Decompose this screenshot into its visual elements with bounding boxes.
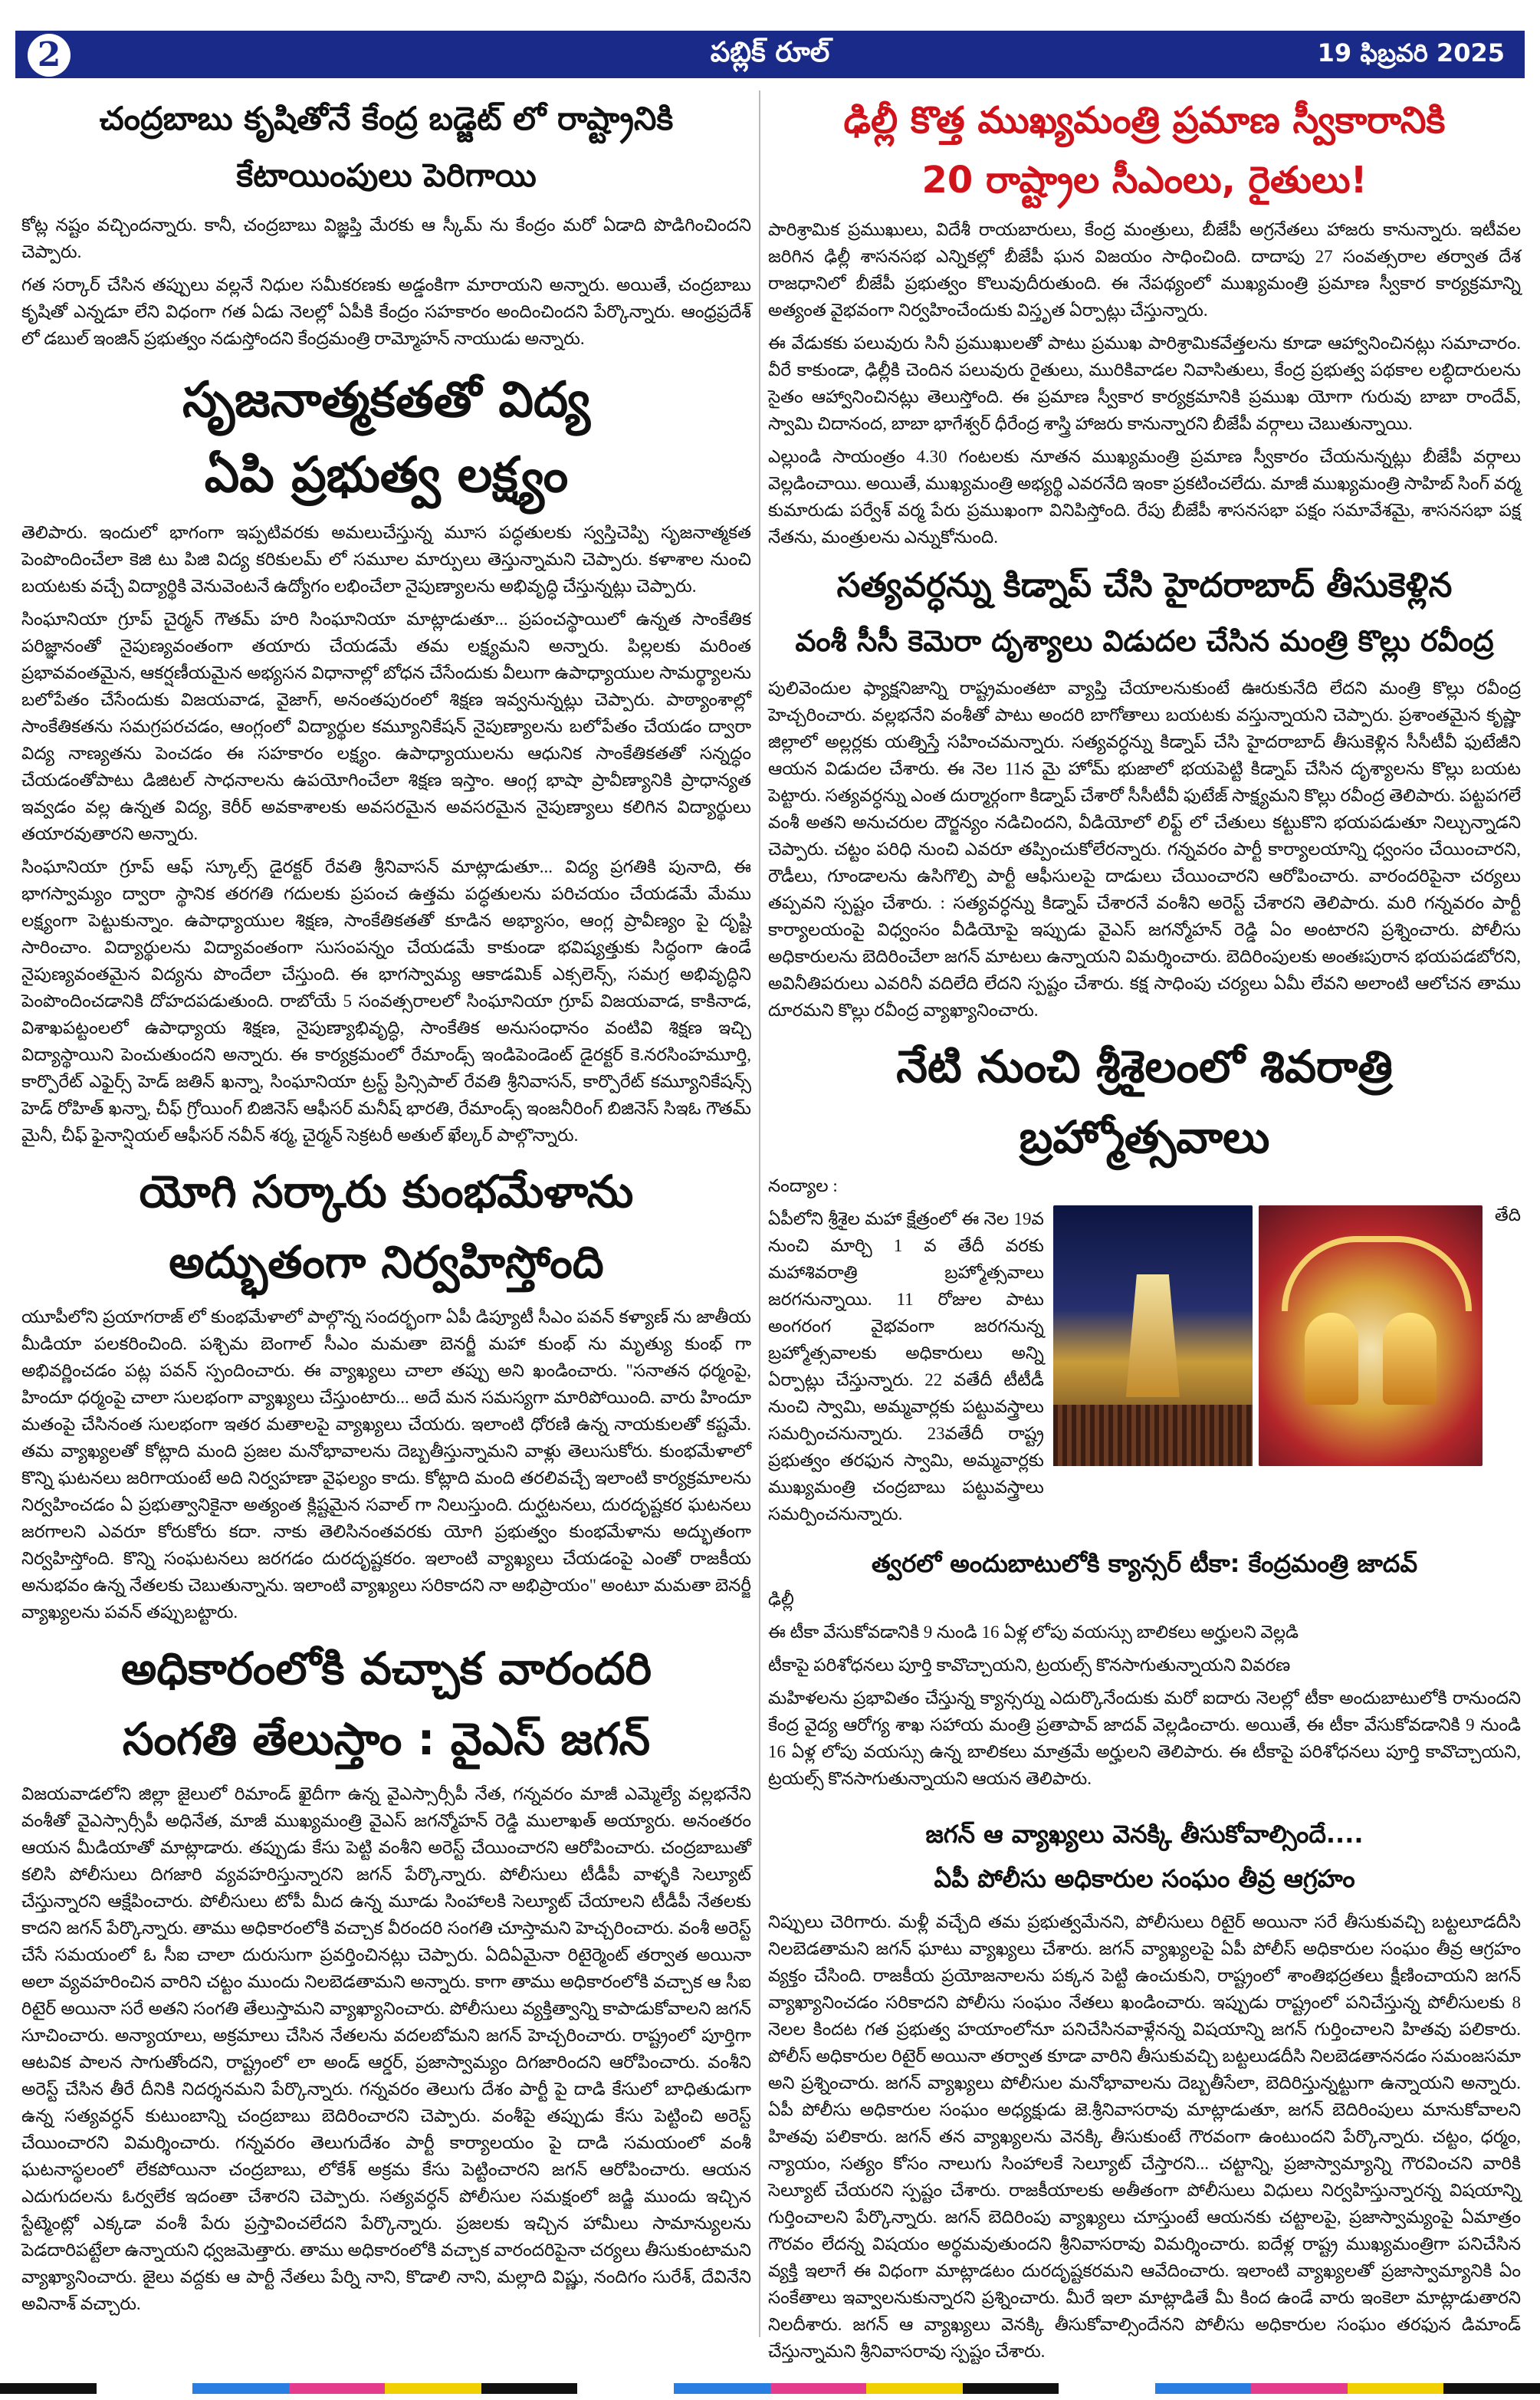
page-number-badge: 2 bbox=[28, 34, 71, 77]
strip-swatch bbox=[1059, 2383, 1155, 2394]
article-paragraph: గత సర్కార్ చేసిన తప్పులు వల్లనే నిధుల సమీకరణకు అడ్డంకిగా మారాయని అన్నారు. అయితే, చంద్రబాబు కృషితో ఎన్నడూ లేని విధంగా గత ఏడు నెలల్లో ఏపీకి కేంద్రం సహకారం అందించిందని పేర్కొన్నారు. ఆంధ్రప్రదేశ్ లో డబుల్ ఇంజిన్ ప్రభుత్వం నడుస్తోందని కేంద్రమంత్రి రామ్మోహన్ నాయుడు అన్నారు. bbox=[21, 275, 751, 348]
article-paragraph: మహిళలను ప్రభావితం చేస్తున్న క్యాన్సర్ను ఎదుర్కొనేందుకు మరో ఐదారు నెలల్లో టీకా అందుబాటులోకి రానుందని కేంద్ర వైద్య ఆరోగ్య శాఖ సహాయ మంత్రి ప్రతాపావ్ జాదవ్ వెల్లడించారు. అయితే, ఈ టీకా వేసుకోవడానికి 9 నుండి 16 ఏళ్ల లోపు వయస్సు ఉన్న బాలికలు మాత్రమే అర్హులని తెలిపారు. ఈ టీకాపై పరిశోధనలు పూర్తి కావొచ్చాయని, ట్రయల్స్ కొనసాగుతున్నాయని ఆయన తెలిపారు. bbox=[768, 1688, 1521, 1788]
headline-srisailam-line1: నేటి నుంచి శ్రీశైలంలో శివరాత్రి bbox=[896, 1041, 1393, 1093]
article-paragraph: పారిశ్రామిక ప్రముఖులు, విదేశీ రాయబారులు, కేంద్ర మంత్రులు, బీజేపీ అగ్రనేతలు హాజరు కానున్నారు. ఇటీవల జరిగిన ఢిల్లీ శాసనసభ ఎన్నికల్లో బీజేపీ ఘన విజయం సాధించింది. దాదాపు 27 సంవత్సరాల తర్వాత దేశ రాజధానిలో బీజేపీ ప్రభుత్వం కొలువుదీరుతుంది. ఈ నేపథ్యంలో ముఖ్యమంత్రి ప్రమాణ స్వీకార కార్యక్రమాన్ని అత్యంత వైభవంగా నిర్వహించేందుకు విస్తృత ఏర్పాట్లు చేస్తున్నారు. bbox=[768, 220, 1521, 320]
temple-tower bbox=[1126, 1274, 1180, 1397]
headline-delhi-line1: ఢిల్లీ కొత్త ముఖ్యమంత్రి ప్రమాణ స్వీకారానికి bbox=[843, 99, 1446, 142]
article-paragraph: నిప్పులు చెరిగారు. మళ్లీ వచ్చేది తమ ప్రభుత్వమేనని, పోలీసులు రిటైర్ అయినా సరే తీసుకువచ్చి బట్టలూడదీసి నిలబెడతామని జగన్ ఘాటు వ్యాఖ్యలు చేశారు. జగన్ వ్యాఖ్యలపై ఏపీ పోలీస్ అధికారుల సంఘం తీవ్ర ఆగ్రహం వ్యక్తం చేసింది. రాజకీయ ప్రయోజనాలను పక్కన పెట్టి ఉంచుకుని, రాష్ట్రంలో శాంతిభద్రతలు క్షీణించాయని జగన్ వ్యాఖ్యానించడం సరికాదని పోలీసు సంఘం నేతలు ఖండించారు. ఇప్పుడు రాష్ట్రంలో పనిచేస్తున్న పోలీసులకు 8 నెలల కిందట గత ప్రభుత్వ హయాంలోనూ పనిచేసినవాళ్లేనన్న విషయాన్ని జగన్ గుర్తించాలని హితవు పలికారు. పోలీస్ అధికారుల రిటైర్ అయినా తర్వాత కూడా వారిని తీసుకువచ్చి బట్టలుడదీసి నిలబెడతాననడం సమంజసమా అని ప్రశ్నించారు. జగన్ వ్యాఖ్యలు పోలీసుల మనోభావాలను దెబ్బతీసేలా, బెదిరిస్తున్నట్టుగా ఉన్నాయని అన్నారు. ఏపీ పోలీసు అధికారుల సంఘం అధ్యక్షుడు జె.శ్రీనివాసరావు మాట్లాడుతూ, జగన్ బెదిరింపులు మానుకోవాలని హితవు పలికారు. జగన్ తన వ్యాఖ్యలను వెనక్కి తీసుకుంటే గౌరవంగా ఉంటుందని పేర్కొన్నారు. చట్టం, ధర్మం, న్యాయం, సత్యం కోసం నాలుగు సింహాలకే సెల్యూట్ చేస్తారని... చట్టాన్ని, ప్రజాస్వామ్యాన్ని గౌరవించని వారికి సెల్యూట్ చేయరని స్పష్టం చేశారు. రాజకీయాలకు అతీతంగా పోలీసులు విధులు నిర్వహిస్తున్నారన్న విషయాన్ని గుర్తించాలని పేర్కొన్నారు. జగన్ బెదిరింపు వ్యాఖ్యలు చూస్తుంటే ఆయనకు చట్టాలపై, ప్రజాస్వామ్యంపై ఏమాత్రం గౌరవం లేదన్న విషయం అర్థమవుతుందని శ్రీనివాసరావు విమర్శించారు. ఐదేళ్ల రాష్ట్ర ముఖ్యమంత్రిగా పనిచేసిన వ్యక్తి ఇలాగే ఈ విధంగా మాట్లాడటం దురదృష్టకరమని ఆవేదించారు. ఇలాంటి వ్యాఖ్యలతో ప్రజాస్వామ్యానికి ఏం సంకేతాలు ఇవ్వాలనుకున్నారని ప్రశ్నించారు. మీరే ఇలా మాట్లాడితే మీ కింద ఉండే వారు ఇంకెలా మాట్లాడుతారని నిలదీశారు. జగన్ ఆ వ్యాఖ్యలు వెనక్కి తీసుకోవాల్సిందేనని పోలీసు అధికారుల సంఘం తరఫున డిమాండ్ చేస్తున్నామని శ్రీనివాసరావు స్పష్టం చేశారు. bbox=[768, 1912, 1521, 2361]
headline-kumbh-line1: యోగి సర్కారు కుంభమేళాను bbox=[139, 1165, 634, 1218]
article-paragraph: పులివెందుల ఫ్యాక్షనిజాన్ని రాష్ట్రమంతటా వ్యాప్తి చేయాలనుకుంటే ఊరుకునేది లేదని మంత్రి కొల్లు రవీంద్ర హెచ్చరించారు. వల్లభనేని వంశీతో పాటు అందరి బాగోతాలు బయటకు వస్తున్నాయని చెప్పారు. ప్రశాంతమైన కృష్ణా జిల్లాలో అల్లర్లకు యత్నిస్తే సహించమన్నారు. సత్యవర్ధన్ను కిడ్నాప్ చేసి హైదరాబాద్ తీసుకెళ్లిన సీసీటీవీ ఫుటేజీని ఆయన విడుదల చేశారు. ఈ నెల 11న మై హోమ్ భుజాలో భయపెట్టి కిడ్నాప్ చేసిన దృశ్యాలను కొల్లు బయట పెట్టారు. సత్యవర్ధన్ను ఎంత దుర్మార్గంగా కిడ్నాప్ చేశారో సీసీటీవీ ఫుటేజ్ సాక్ష్యమని కొల్లు రవీంద్ర తెలిపారు. పట్టపగలే వంశీ అతని అనుచరుల దౌర్జన్యం నడిచిందని, వీడియోలో లిఫ్ట్ లో చేతులు కట్టుకొని భయపడుతూ నిల్చున్నాడని చెప్పారు. చట్టం పరిధి నుంచి ఎవరూ తప్పించుకోలేరన్నారు. గన్నవరం పార్టీ కార్యాలయాన్ని ధ్వంసం చేయించారని, రౌడీలు, గూండాలను ఉసిగొల్పి పార్టీ ఆఫీసులపై దాడులు చేయించారని ఆరోపించారు. వారందరిపైనా చర్యలు తప్పవని స్పష్టం చేశారు. : సత్యవర్ధన్ను కిడ్నాప్ చేశారనే వంశీని అరెస్ట్ చేశారని తెలిపారు. మరి గన్నవరం పార్టీ కార్యాలయంపై విధ్వంసం వీడియోపై ఇప్పుడు వైఎస్ జగన్మోహన్ రెడ్డి ఏం అంటారని ప్రశ్నించారు. పోలీసు అధికారులను బెదిరించేలా జగన్ మాటలు ఉన్నాయని విమర్శించారు. బెదిరింపులకు అంతఃపురాన భయపడబోరని, అవినీతిపరులు ఎవరినీ వదిలేది లేదని స్పష్టం చేశారు. కక్ష సాధింపు చర్యలు ఏమీ లేవని అలాంటి ఆలోచన తాము దూరమని కొల్లు రవీంద్ర వ్యాఖ్యానించారు. bbox=[768, 679, 1521, 1020]
article-paragraph: ఈ టీకా వేసుకోవడానికి 9 నుండి 16 ఏళ్ల లోపు వయస్సు బాలికలు అర్హులని వెల్లడి bbox=[768, 1622, 1299, 1642]
article-paragraph: విజయవాడలోని జిల్లా జైలులో రిమాండ్ ఖైదీగా ఉన్న వైఎస్సార్సీపీ నేత, గన్నవరం మాజీ ఎమ్మెల్యే వల్లభనేని వంశీతో వైఎస్సార్సీపీ అధినేత, మాజీ ముఖ్యమంత్రి వైఎస్ జగన్మోహన్ రెడ్డి ములాఖత్ అయ్యారు. అనంతరం ఆయన మీడియాతో మాట్లాడారు. తప్పుడు కేసు పెట్టి వంశీని అరెస్ట్ చేయించారని ఆరోపించారు. చంద్రబాబుతో కలిసి పోలీసులు దిగజారి వ్యవహరిస్తున్నారని జగన్ పేర్కొన్నారు. పోలీసులు టీడీపీ వాళ్ళకి సెల్యూట్ చేస్తున్నారని ఆక్షేపించారు. పోలీసులు టోపీ మీద ఉన్న మూడు సింహాలకి సెల్యూట్ చేయాలని టీడీపీ నేతలకు కాదని జగన్ పేర్కొన్నారు. తాము అధికారంలోకి వచ్చాక వీరందరి సంగతి చూస్తామని హెచ్చరించారు. వంశీ అరెస్ట్ చేసే సమయంలో ఓ సీఐ చాలా దురుసుగా ప్రవర్తించినట్లు చెప్పారు. ఏదిఏమైనా రిటైర్మెంట్ తర్వాత అయినా అలా వ్యవహరించిన వారిని చట్టం ముందు నిలబెడతామని అన్నారు. కాగా తాము అధికారంలోకి వచ్చాక ఆ సీఐ రిటైర్ అయినా సరే అతని సంగతి తేలుస్తామని వ్యాఖ్యానించారు. పోలీసులు వ్యక్తిత్వాన్ని కాపాడుకోవాలని జగన్ సూచించారు. అన్యాయాలు, అక్రమాలు చేసిన నేతలను వదలబోమని జగన్ హెచ్చరించారు. రాష్ట్రంలో పూర్తిగా ఆటవిక పాలన సాగుతోందని, రాష్ట్రంలో లా అండ్ ఆర్డర్, ప్రజాస్వామ్యం దిగజారిందని ఆరోపించారు. వంశీని అరెస్ట్ చేసిన తీరే దీనికి నిదర్శనమని పేర్కొన్నారు. గన్నవరం తెలుగు దేశం పార్టీ పై దాడి కేసులో బాధితుడుగా ఉన్న సత్యవర్ధన్ కుటుంబాన్ని చంద్రబాబు బెదిరించారని చెప్పారు. వంశీపై తప్పుడు కేసు పెట్టించి అరెస్ట్ చేయించారని విమర్శించారు. గన్నవరం తెలుగుదేశం పార్టీ కార్యాలయం పై దాడి సమయంలో వంశీ ఘటనాస్థలంలో లేకపోయినా చంద్రబాబు, లోకేశ్ అక్రమ కేసు పెట్టించారని జగన్ ఆరోపించారు. ఆయన ఎదుగుదలను ఓర్వలేక ఇదంతా చేశారని చెప్పారు. సత్యవర్ధన్ పోలీసుల సమక్షంలో జడ్జి ముందు ఇచ్చిన స్టేట్మెంట్లో ఎక్కడా వంశీ పేరు ప్రస్తావించలేదని పేర్కొన్నారు. ప్రజలకు ఇచ్చిన హామీలు సామాన్యులను పెడదారిపట్టేలా ఉన్నాయని ధ్వజమెత్తారు. తాము అధికారంలోకి వచ్చాక వారందరిపైనా చర్యలు తీసుకుంటామని వ్యాఖ్యానించారు. జైలు వద్దకు ఆ పార్టీ నేతలు పేర్ని నాని, కొడాలి నాని, మల్లాది విష్ణు, నందిగం సురేశ్, దేవినేని అవినాశ్ వచ్చారు. bbox=[21, 1784, 751, 2313]
strip-swatch bbox=[963, 2383, 1059, 2394]
article-paragraph: ఈ వేడుకకు పలువురు సినీ ప్రముఖులతో పాటు ప్రముఖ పారిశ్రామికవేత్తలను కూడా ఆహ్వానించినట్లు సమాచారం. వీరే కాకుండా, ఢిల్లీకి చెందిన పలువురు రైతులు, మురికివాడల నివాసితులు, కేంద్ర ప్రభుత్వ పథకాల లబ్ధిదారులను సైతం ఆహ్వానించినట్లు తెలుస్తోంది. ఈ ప్రమాణ స్వీకార కార్యక్రమానికి ప్రముఖ యోగా గురువు బాబా రాందేవ్, స్వామి చిదానంద, బాబా భాగేశ్వర్ ధీరేంద్ర శాస్త్రి హాజరు కానున్నారని బీజేపీ వర్గాలు చెబుతున్నాయి. bbox=[768, 334, 1521, 433]
strip-swatch bbox=[1348, 2383, 1444, 2394]
deity-idol bbox=[1305, 1313, 1358, 1405]
article-budget bbox=[21, 90, 751, 352]
headline-vaccine: త్వరలో అందుబాటులోకి క్యాన్సర్ టీకా: కేంద్రమంత్రి జాదవ్ bbox=[871, 1549, 1418, 1578]
strip-swatch bbox=[481, 2383, 578, 2394]
headline-delhi-line2: 20 రాష్ట్రాల సీఎంలు, రైతులు! bbox=[921, 159, 1368, 202]
strip-swatch bbox=[770, 2383, 867, 2394]
article-paragraph: ఏపీలోని శ్రీశైల మహా క్షేత్రంలో ఈ నెల 19వ నుంచి మార్చి 1 వ తేదీ వరకు మహాశివరాత్రి బ్రహ్మోత్సవాలు జరగనున్నాయి. 11 రోజుల పాటు అంగరంగ వైభవంగా జరగనున్న బ్రహ్మోత్సవాలకు అధికారులు అన్ని ఏర్పాట్లు చేస్తున్నారు. 22 వతేదీ టీటీడీ నుంచి స్వామి, అమ్మవార్లకు పట్టువస్త్రాలు సమర్పించనున్నారు. 23వతేదీ రాష్ట్ర ప్రభుత్వం తరఫున స్వామి, అమ్మవార్లకు ముఖ్యమంత్రి చంద్రబాబు పట్టువస్త్రాలు సమర్పించనున్నారు. bbox=[768, 1209, 1044, 1524]
side-caption: తేది bbox=[1494, 1205, 1521, 1225]
headline-srisailam-line2: బ్రహ్మోత్సవాలు bbox=[1019, 1111, 1270, 1163]
dateline: నంద్యాల : bbox=[768, 1176, 838, 1195]
headline-kidnap-line2: వంశీ సీసీ కెమెరా దృశ్యాలు విడుదల చేసిన మంత్రి కొల్లు రవీంద్ర bbox=[795, 624, 1494, 658]
article-paragraph: తెలిపారు. ఇందులో భాగంగా ఇప్పటివరకు అమలుచేస్తున్న మూస పద్ధతులకు స్వస్తిచెప్పి సృజనాత్మకత పెంపొందించేలా కెజి టు పిజి విద్య కరికులమ్ లో సమూల మార్పులు తెస్తున్నామని చెప్పారు. కళాశాల నుంచి బయటకు వచ్చే విద్యార్థికి వెనువెంటనే ఉద్యోగం లభించేలా నైపుణ్యాలను అభివృద్ధి చేస్తున్నట్లు చెప్పారు. bbox=[21, 523, 751, 596]
strip-swatch bbox=[1251, 2383, 1348, 2394]
strip-swatch bbox=[1155, 2383, 1252, 2394]
strip-swatch bbox=[97, 2383, 193, 2394]
strip-swatch bbox=[385, 2383, 481, 2394]
article-delhi-cm bbox=[768, 90, 1521, 551]
strip-swatch bbox=[674, 2383, 770, 2394]
strip-swatch bbox=[866, 2383, 963, 2394]
photo-group bbox=[1053, 1205, 1483, 1534]
deity-idol bbox=[1383, 1313, 1437, 1405]
strip-swatch bbox=[289, 2383, 386, 2394]
temple-photo bbox=[1053, 1205, 1253, 1466]
article-kidnap bbox=[768, 558, 1521, 1024]
headline-education-line2: ఏపి ప్రభుత్వ లక్ష్యం bbox=[204, 447, 569, 504]
article-srisailam bbox=[768, 1031, 1521, 1534]
headline-jagan-line1: అధికారంలోకి వచ్చాక వారందరి bbox=[120, 1642, 652, 1695]
masthead-title: పబ్లిక్ రూల్ bbox=[710, 37, 830, 68]
headline-police-line2: ఏపీ పోలీసు అధికారుల సంఘం తీవ్ర ఆగ్రహం bbox=[934, 1864, 1355, 1893]
left-column bbox=[21, 90, 751, 2337]
color-registration-strip bbox=[0, 2383, 1540, 2394]
article-jagan bbox=[21, 1633, 751, 2317]
photo-story bbox=[768, 1205, 1521, 1534]
strip-swatch bbox=[192, 2383, 289, 2394]
crowd bbox=[1053, 1405, 1253, 1466]
headline-jagan-line2: సంగతి తేలుస్తాం : వైఎస్ జగన్ bbox=[122, 1713, 651, 1765]
headline-budget-line2: కేటాయింపులు పెరిగాయి bbox=[236, 156, 537, 194]
strip-swatch bbox=[577, 2383, 674, 2394]
article-paragraph: ఎల్లుండి సాయంత్రం 4.30 గంటలకు నూతన ముఖ్యమంత్రి ప్రమాణ స్వీకారం చేయనున్నట్లు బీజేపీ వర్గాలు వెల్లడించాయి. అయితే, ముఖ్యమంత్రి అభ్యర్థి ఎవరనేది ఇంకా ప్రకటించలేదు. మాజీ ముఖ్యమంత్రి సాహిబ్ సింగ్ వర్మ కుమారుడు పర్వేశ్ వర్మ పేరు ప్రముఖంగా వినిపిస్తోంది. రేపు బీజేపీ శాసనసభా పక్షం సమావేశమై, శాసనసభా పక్ష నేతను, మంత్రులను ఎన్నుకోనుంది. bbox=[768, 447, 1521, 547]
article-paragraph: కోట్ల నష్టం వచ్చిందన్నారు. కానీ, చంద్రబాబు విజ్ఞప్తి మేరకు ఆ స్కీమ్ ను కేంద్రం మరో ఏడాది పొడిగించిందని చెప్పారు. bbox=[21, 215, 751, 261]
decorated-arch bbox=[1282, 1236, 1472, 1311]
article-police bbox=[768, 1812, 1521, 2365]
strip-swatch bbox=[1443, 2383, 1540, 2394]
article-education bbox=[21, 363, 751, 1149]
right-column bbox=[768, 90, 1521, 2361]
dateline: ఢిల్లీ bbox=[768, 1590, 794, 1609]
headline-kidnap-line1: సత్యవర్ధన్ను కిడ్నాప్ చేసి హైదరాబాద్ తీసుకెళ్లిన bbox=[836, 566, 1453, 605]
headline-budget-line1: చంద్రబాబు కృషితోనే కేంద్ర బడ్జెట్ లో రాష్ట్రానికి bbox=[99, 100, 674, 137]
article-paragraph: సింఘానియా గ్రూప్ చైర్మన్ గౌతమ్ హరి సింఘానియా మాట్లాడుతూ... ప్రపంచస్థాయిలో ఉన్నత సాంకేతిక పరిజ్ఞానంతో నైపుణ్యవంతంగా తయారు చేయడమే తమ లక్ష్యమని అన్నారు. పిల్లలకు మరింత ప్రభావవంతమైన, ఆకర్షణీయమైన అభ్యసన విధానాల్లో బోధన చేసేందుకు వీలుగా ఉపాధ్యాయుల సామర్థ్యాలను బలోపేతం చేసేందుకు విజయవాడ, వైజాగ్, అనంతపురంలో శిక్షణ ఇవ్వనున్నట్లు చెప్పారు. పాఠ్యాంశాల్లో సాంకేతికతను సమగ్రపరచడం, ఆంగ్లంలో విద్యార్థుల కమ్యూనికేషన్ నైపుణ్యాలను బలోపేతం చేయడం ద్వారా విద్య నాణ్యతను పెంచడం ఈ సహకారం లక్ష్యం. ఉపాధ్యాయులను ఆధునిక సాంకేతికతతో సన్నద్ధం చేయడంతోపాటు డిజిటల్ సాధనాలను ఉపయోగించేలా శిక్షణ ఇస్తాం. ఆంగ్ల భాషా ప్రావీణ్యానికి ప్రాధాన్యత ఇవ్వడం వల్ల ఉన్నత విద్య, కెరీర్ అవకాశాలకు అవసరమైన అవసరమైన నైపుణ్యాలు కలిగిన విద్యార్థులు తయారవుతారని అన్నారు. bbox=[21, 610, 751, 843]
headline-kumbh-line2: అద్భుతంగా నిర్వహిస్తోంది bbox=[169, 1236, 604, 1288]
headline-education-line1: సృజనాత్మకతతో విద్య bbox=[182, 372, 590, 429]
article-paragraph: యూపీలోని ప్రయాగరాజ్ లో కుంభమేళాలో పాల్గొన్న సందర్భంగా ఏపీ డిప్యూటీ సీఎం పవన్ కళ్యాణ్ ను జాతీయ మీడియా పలకరించింది. పశ్చిమ బెంగాల్ సీఎం మమతా బెనర్జీ మహా కుంభ్ ను మృత్యు కుంభ్ గా అభివర్ణించడం పట్ల పవన్ స్పందించారు. ఈ వ్యాఖ్యలు చాలా తప్పు అని ఖండించారు. "సనాతన ధర్మంపై, హిందూ ధర్మంపై చాలా సులభంగా వ్యాఖ్యలు చేస్తుంటారు... అదే మన సమస్యగా మారిపోయింది. వారు హిందూ మతంపై చేసినంత సులభంగా ఇతర మతాలపై వ్యాఖ్యలు చేయరు. ఇలాంటి ధోరణి ఉన్న నాయకులతో కష్టమే. తమ వ్యాఖ్యలతో కోట్లాది మంది ప్రజల మనోభావాలను దెబ్బతీస్తున్నామని వాళ్లు తెలుసుకోరు. కుంభమేళాలో కొన్ని ఘటనలు జరిగాయంటే అది నిర్వహణా వైఫల్యం కాదు. కోట్లాది మంది తరలివచ్చే ఇలాంటి కార్యక్రమాలను నిర్వహించడం ఏ ప్రభుత్వానికైనా అత్యంత క్లిష్టమైన సవాల్ గా నిలుస్తుంది. దుర్ఘటనలు, దురదృష్టకర ఘటనలు జరగాలని ఎవరూ కోరుకోరు కదా. నాకు తెలిసినంతవరకు యోగి ప్రభుత్వం కుంభమేళాను అద్భుతంగా నిర్వహిస్తోంది. కొన్ని సంఘటనలు జరగడం దురదృష్టకరం. ఇలాంటి వ్యాఖ్యలు చేయడంపై ఎంతో రాజకీయ అనుభవం ఉన్న నేతలకు చెబుతున్నాను. ఇలాంటి వ్యాఖ్యలు సరికాదని నా అభిప్రాయం" అంటూ మమతా బెనర్జీ వ్యాఖ్యలను పవన్ తప్పుబట్టారు. bbox=[21, 1307, 751, 1622]
article-kumbh bbox=[21, 1156, 751, 1626]
article-paragraph: టీకాపై పరిశోధనలు పూర్తి కావొచ్చాయని, ట్రయల్స్ కొనసాగుతున్నాయని వివరణ bbox=[768, 1655, 1291, 1675]
publication-date: 19 ఫిబ్రవరి 2025 bbox=[1317, 38, 1505, 67]
article-paragraph: సింఘానియా గ్రూప్ ఆఫ్ స్కూల్స్ డైరక్టర్ రేవతి శ్రీనివాసన్ మాట్లాడుతూ... విద్య ప్రగతికి పునాది, ఈ భాగస్వామ్యం ద్వారా స్థానిక తరగతి గదులకు ప్రపంచ ఉత్తమ పద్ధతులను పరిచయం చేయడమే మేము లక్ష్యంగా పెట్టుకున్నాం. ఉపాధ్యాయుల శిక్షణ, సాంకేతికతతో కూడిన అభ్యాసం, ఆంగ్ల ప్రావీణ్యం పై దృష్టి సారించాం. విద్యార్థులను విద్యావంతంగా సుసంపన్నం చేయడమే కాకుండా భవిష్యత్తుకు సిద్ధంగా ఉండే నైపుణ్యవంతమైన విద్యను పొందేలా చేస్తుంది. ఈ భాగస్వామ్య ఆకాడమిక్ ఎక్సలెన్స్, సమగ్ర అభివృద్ధిని పెంపొందించడానికి దోహదపడుతుంది. రాబోయే 5 సంవత్సరాలలో సింఘానియా గ్రూప్ విజయవాడ, కాకినాడ, విశాఖపట్టంలలో ఉపాధ్యాయ శిక్షణ, నైపుణ్యాభివృద్ధి, సాంకేతిక అనుసంధానం వంటివి శిక్షణ ఇచ్చి విద్యాస్థాయిని పెంచుతుందని అన్నారు. ఈ కార్యక్రమంలో రేమాండ్స్ ఇండిపెండెంట్ డైరక్టర్ కె.నరసింహమూర్తి, కార్పొరేట్ ఎఫైర్స్ హెడ్ జతిన్ ఖన్నా, సింఘానియా ట్రస్ట్ ప్రిన్సిపాల్ రేవతి శ్రీనివాసన్, కార్పొరేట్ కమ్యూనికేషన్స్ హెడ్ రోహిత్ ఖన్నా, చీఫ్ గ్రోయింగ్ బిజినెస్ ఆఫీసర్ మనీష్ భారతి, రేమాండ్స్ ఇంజనీరింగ్ బిజినెస్ సిఇఓ గౌతమ్ మైనీ, చీఫ్ ఫైనాన్షియల్ ఆఫీసర్ నవీన్ శర్మ, చైర్మన్ సెక్రటరీ అతుల్ ఖేల్కర్ పాల్గొన్నారు. bbox=[21, 857, 751, 1145]
article-cancer-vaccine bbox=[768, 1541, 1521, 1792]
page-header-bar bbox=[15, 31, 1525, 78]
deity-photo bbox=[1259, 1205, 1483, 1466]
headline-police-line1: జగన్ ఆ వ్యాఖ్యలు వెనక్కి తీసుకోవాల్సిందే.... bbox=[925, 1820, 1364, 1849]
column-divider bbox=[759, 90, 760, 2337]
strip-swatch bbox=[0, 2383, 97, 2394]
